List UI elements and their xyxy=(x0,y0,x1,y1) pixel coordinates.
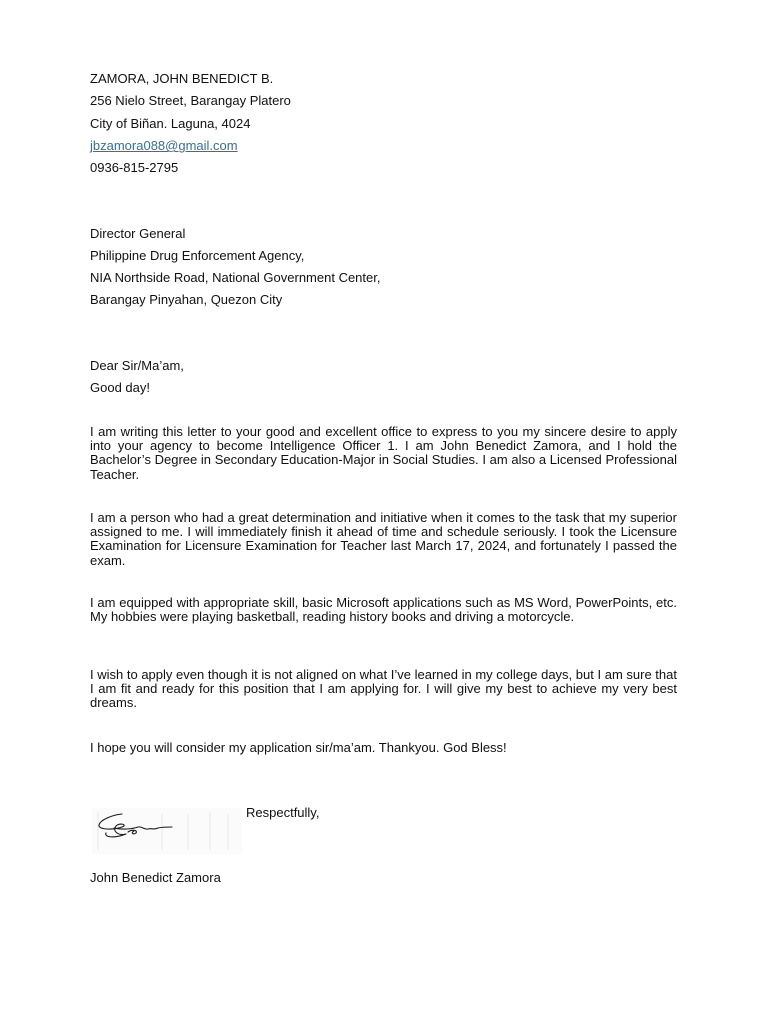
valediction: Respectfully, xyxy=(246,805,320,820)
salutation: Dear Sir/Ma’am, xyxy=(90,358,184,373)
handwritten-signature xyxy=(92,808,242,854)
body-paragraph-2: I am a person who had a great determination and initiative when it comes to the task that my superior assigned to me. I will immediately finish it ahead of time and schedule seriously. I took the Licensure Examination for Licensure Examination for Teacher last March 17, 2024, and fortunately I passed the exam. xyxy=(90,510,677,568)
sender-city: City of Biñan. Laguna, 4024 xyxy=(90,116,251,131)
signature-image xyxy=(92,808,242,854)
recipient-address-line-1: NIA Northside Road, National Government Center, xyxy=(90,270,381,285)
sender-name: ZAMORA, JOHN BENEDICT B. xyxy=(90,71,274,86)
greeting: Good day! xyxy=(90,380,150,395)
sender-email-link[interactable]: jbzamora088@gmail.com xyxy=(90,138,238,153)
recipient-title: Director General xyxy=(90,226,186,241)
sender-street: 256 Nielo Street, Barangay Platero xyxy=(90,93,291,108)
body-paragraph-4: I wish to apply even though it is not aligned on what I’ve learned in my college days, but I am sure that I am fit and ready for this position that I am applying for. I will give my best to achieve my very best dreams. xyxy=(90,667,677,711)
signatory-name: John Benedict Zamora xyxy=(90,870,221,885)
recipient-agency: Philippine Drug Enforcement Agency, xyxy=(90,248,305,263)
sender-phone: 0936-815-2795 xyxy=(90,160,179,175)
recipient-address-line-2: Barangay Pinyahan, Quezon City xyxy=(90,292,283,307)
body-paragraph-1: I am writing this letter to your good and excellent office to express to you my sincere desire to apply into your agency to become Intelligence Officer 1. I am John Benedict Zamora, and I hold the Bachelor’s Degree in Secondary Education-Major in Social Studies. I am also a Licensed Professional Teacher. xyxy=(90,424,677,482)
closing-line: I hope you will consider my application sir/ma’am. Thankyou. God Bless! xyxy=(90,740,507,755)
body-paragraph-3: I am equipped with appropriate skill, basic Microsoft applications such as MS Word, PowerPoints, etc. My hobbies were playing basketball, reading history books and driving a motorcycle. xyxy=(90,595,677,625)
